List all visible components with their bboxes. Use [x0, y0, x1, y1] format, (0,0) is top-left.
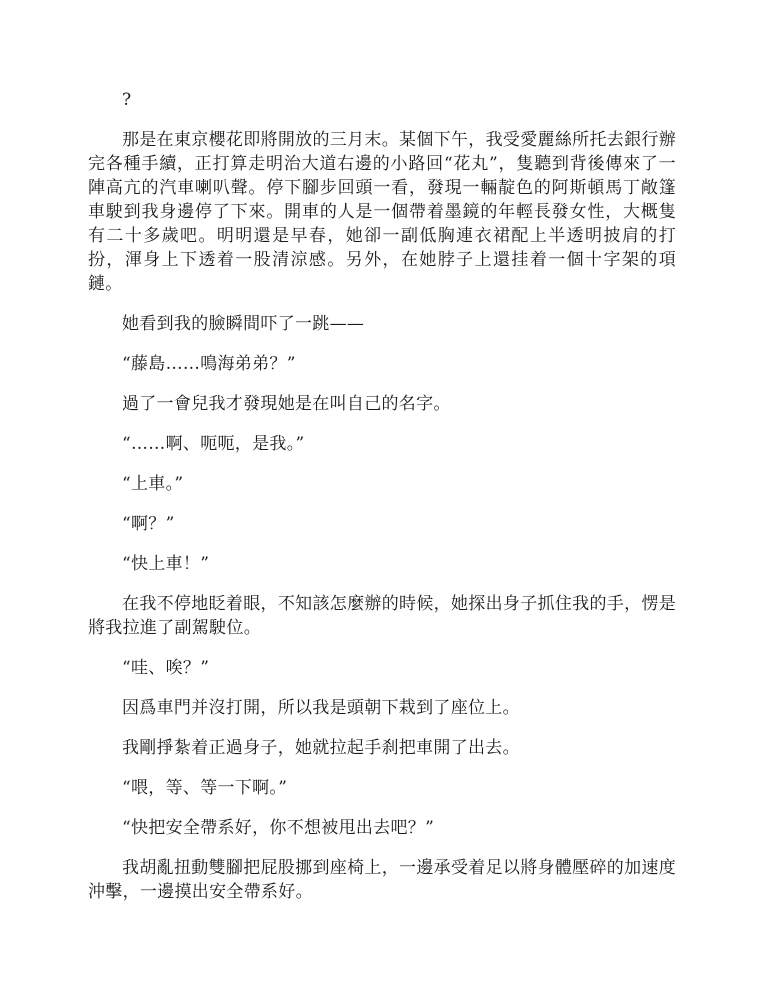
- paragraph: “上車。”: [122, 474, 184, 494]
- paragraph: “哇、唉？”: [122, 658, 210, 678]
- paragraph: “……啊、呃呃，是我。”: [122, 434, 305, 454]
- paragraph: 她看到我的臉瞬間吓了一跳——: [122, 314, 365, 334]
- document-page: [88, 88, 676, 920]
- paragraph: “快把安全帶系好，你不想被甩出去吧？”: [122, 818, 435, 838]
- paragraph: 那是在東京櫻花即將開放的三月末。某個下午，我受愛麗絲所托去銀行辦完各種手續，正打算走明治大道右邊的小路回“花丸”，隻聽到背後傳來了一陣高亢的汽車喇叭聲。停下腳步回頭一看，發現一輛靛色的阿斯頓馬丁敞篷車駛到我身邊停了下來。開車的人是一個帶着墨鏡的年輕長發女性，大概隻有二十多歲吧。明明還是早春，她卻一副低胸連衣裙配上半透明披肩的打扮，渾身上下透着一股清涼感。另外，在她脖子上還挂着一個十字架的項鏈。: [88, 130, 676, 294]
- paragraph: 過了一會兒我才發現她是在叫自己的名字。: [122, 394, 451, 414]
- paragraph: “啊？”: [122, 514, 175, 534]
- paragraph: 因爲車門并沒打開，所以我是頭朝下栽到了座位上。: [122, 698, 520, 718]
- paragraph: 我胡亂扭動雙腳把屁股挪到座椅上，一邊承受着足以將身體壓碎的加速度沖擊，一邊摸出安全帶系好。: [88, 858, 676, 902]
- paragraph: “快上車！”: [122, 554, 210, 574]
- paragraph: 在我不停地眨着眼，不知該怎麼辦的時候，她探出身子抓住我的手，愣是將我拉進了副駕駛位。: [88, 594, 676, 638]
- paragraph: 我剛掙紮着正過身子，她就拉起手刹把車開了出去。: [122, 738, 520, 758]
- paragraph: “藤島……鳴海弟弟？”: [122, 354, 296, 374]
- paragraph: ?: [122, 90, 132, 110]
- paragraph: “喂，等、等一下啊。”: [122, 778, 288, 798]
